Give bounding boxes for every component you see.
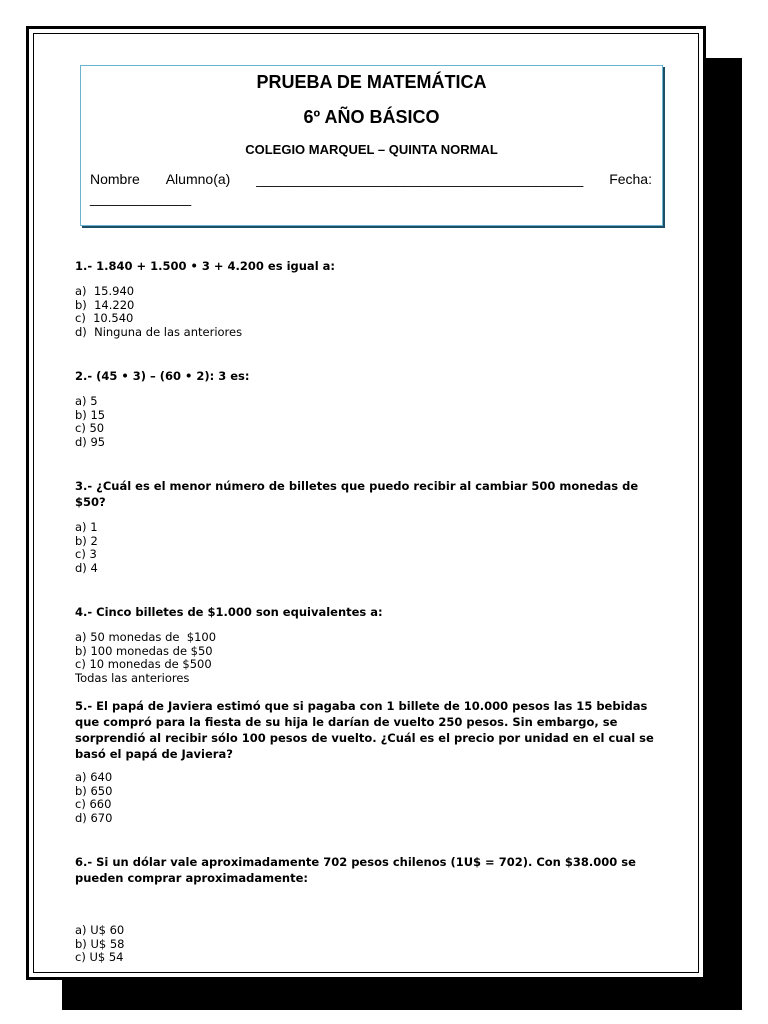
option: c) 660 [75,797,112,811]
date-label: Fecha: [609,171,652,187]
option: d) Ninguna de las anteriores [75,324,243,339]
option: a) 15.940 [75,284,135,298]
options-1 [75,285,655,339]
option: c) 50 [75,421,105,435]
option: Todas las anteriores [75,670,190,685]
option: a) 50 monedas de $100 [75,630,217,644]
option: a) 640 [75,770,113,784]
question-2: 2.- (45 • 3) – (60 • 2): 3 es: [75,369,250,383]
option: b) U$ 58 [75,936,125,951]
option: b) 100 monedas de $50 [75,643,213,658]
student-info-row [90,170,652,189]
options-6 [75,924,655,965]
option: c) U$ 54 [75,950,124,964]
option: b) 650 [75,783,113,798]
option: b) 15 [75,407,106,422]
options-3 [75,521,655,575]
option: d) 670 [75,810,113,825]
student-label: Alumno(a) [165,171,231,187]
test-title: PRUEBA DE MATEMÁTICA [256,72,487,92]
question-4: 4.- Cinco billetes de $1.000 son equivalentes a: [75,605,383,619]
option: b) 14.220 [75,297,135,312]
option: c) 3 [75,547,97,561]
name-label: Nombre [90,171,140,187]
option: a) 1 [75,520,98,534]
option: a) 5 [75,394,98,408]
option: d) 4 [75,560,98,575]
option: b) 2 [75,533,98,548]
school-name: COLEGIO MARQUEL – QUINTA NORMAL [245,142,498,157]
question-1: 1.- 1.840 + 1.500 • 3 + 4.200 es igual a: [75,259,335,273]
question-3: 3.- ¿Cuál es el menor número de billetes que puedo recibir al cambiar 500 monedas de $50? [75,479,639,509]
option: c) 10 monedas de $500 [75,657,212,671]
options-5 [75,771,655,825]
document-page [26,26,706,980]
grade-label: 6º AÑO BÁSICO [303,107,440,127]
question-5: 5.- El papá de Javiera estimó que si pagaba con 1 billete de 10.000 pesos las 15 bebidas que compró para la fiesta de su hija le darían de vuelto 250 pesos. Sin embargo, se sorprendió al recibir sólo 100 pesos de vuelto. ¿Cuál es el precio por unidad en el cual se basó el papá de Javiera? [75,699,654,761]
option: d) 95 [75,434,106,449]
header-box [80,65,663,226]
name-line: __________________________________________ [256,171,584,187]
options-4 [75,631,655,685]
option: a) U$ 60 [75,923,125,937]
date-line: _____________ [90,190,192,206]
option: c) 10.540 [75,311,134,325]
question-6: 6.- Si un dólar vale aproximadamente 702 pesos chilenos (1U$ = 702). Con $38.000 se pueden comprar aproximadamente: [75,855,636,885]
options-2 [75,395,655,449]
